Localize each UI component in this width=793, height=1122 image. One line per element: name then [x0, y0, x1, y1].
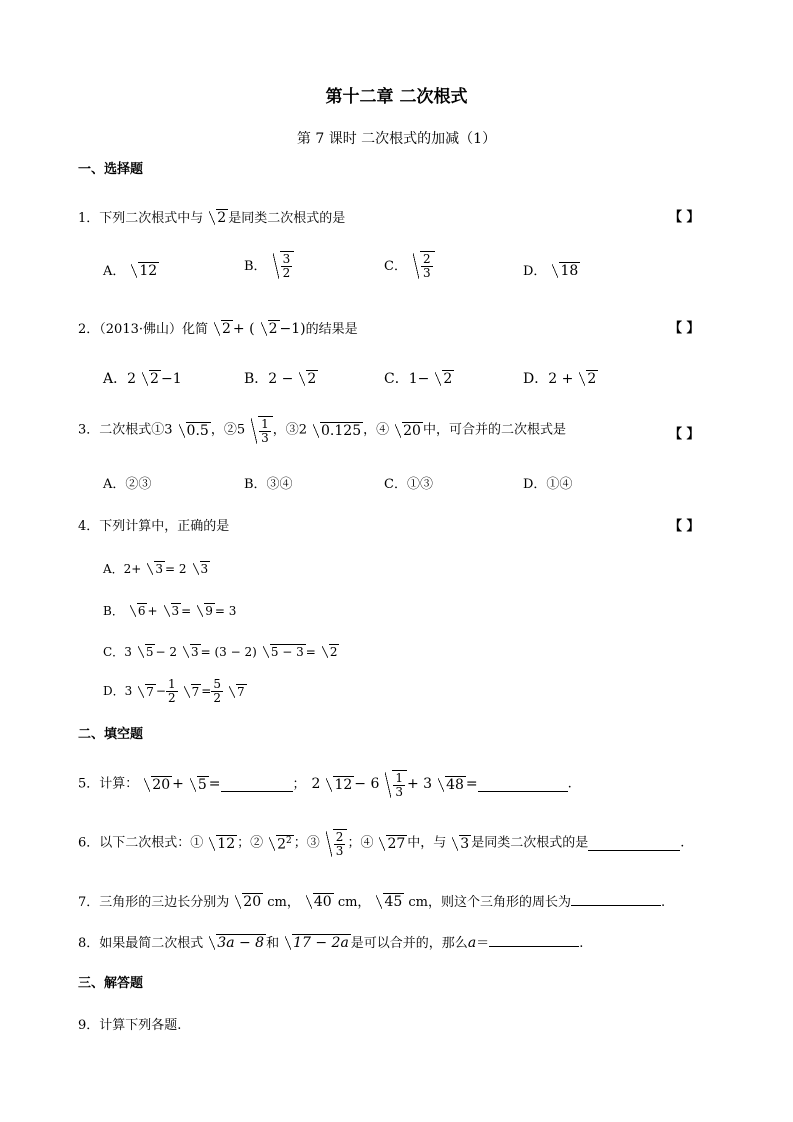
q1-option-c: C． $\frac{2}{3}$	[384, 251, 435, 279]
answer-bracket-3: 【 】	[669, 427, 700, 442]
answer-blank[interactable]	[571, 893, 661, 906]
answer-bracket-1: 【 】	[669, 210, 700, 225]
question-1-stem: 1．下列二次根式中与 2 是同类二次根式的是	[78, 210, 346, 226]
question-5: 5．计算： 20 + 5 = ； 2 12 − 6 $\frac{1}{3}$ + 3 48 = .	[78, 771, 572, 799]
q3-option-c: C．①③	[384, 477, 433, 492]
q3-option-b: B．③④	[244, 477, 293, 492]
section-fill-blank: 二、填空题	[78, 727, 144, 742]
q3-option-d: D．①④	[523, 477, 573, 492]
section-solve: 三、解答题	[78, 976, 144, 991]
q4-option-b: B． 6 + 3 = 9 = 3	[103, 604, 237, 618]
q4-option-d: D．3 7 − $\frac{1}{2}$ 7 = $\frac{5}{2}$ 7	[103, 677, 245, 705]
q1-option-a: A． 12	[103, 263, 158, 279]
answer-blank[interactable]	[221, 777, 293, 792]
q1-option-d: D． 18	[523, 263, 579, 279]
question-9: 9．计算下列各题.	[78, 1018, 182, 1033]
question-4-stem: 4．下列计算中，正确的是	[78, 519, 230, 534]
answer-bracket-2: 【 】	[669, 321, 700, 336]
answer-bracket-4: 【 】	[669, 519, 700, 534]
q2-option-b: B．2 − 2	[244, 371, 317, 387]
q4-option-a: A．2+ 3 = 2 3	[103, 562, 209, 576]
question-7: 7．三角形的三边长分别为 20 cm， 40 cm， 45 cm，则这个三角形的周长为 .	[78, 894, 666, 910]
page-subtitle: 第 7 课时 二次根式的加减（1）	[296, 131, 497, 147]
q2-option-d: D．2 + 2	[523, 371, 597, 387]
question-6: 6．以下二次根式：① 12 ；② $2^2$ ；③ $\frac{2}{3}$ ；④ 27 中，与 3 是同类二次根式的是 .	[78, 830, 685, 858]
question-8: 8．如果最简二次根式 3a − 8 和 17 − 2a 是可以合并的，那么a＝ .	[78, 935, 584, 951]
sqrt: 2	[204, 209, 228, 225]
q2-option-c: C．1− 2	[384, 371, 453, 387]
q1-option-b: B． $\frac{3}{2}$	[244, 251, 294, 279]
page-title: 第十二章 二次根式	[325, 87, 468, 107]
answer-blank[interactable]	[489, 934, 579, 947]
q4-option-c: C．3 5 − 2 3 = (3 − 2) 5 − 3 = 2	[103, 645, 338, 659]
q2-option-a: A．2 2 −1	[103, 371, 182, 387]
answer-blank[interactable]	[478, 777, 568, 792]
question-2-stem: 2．（2013·佛山）化简 2 + ( 2 −1)的结果是	[78, 321, 358, 337]
question-3-stem: 3．二次根式①3 0.5 ，②5 $\frac{1}{3}$ ，③2 0.125 ，④ 20 中，可合并的二次根式是	[78, 417, 566, 445]
section-choice: 一、选择题	[78, 162, 144, 177]
q3-option-a: A．②③	[103, 477, 152, 492]
answer-blank[interactable]	[588, 836, 680, 851]
